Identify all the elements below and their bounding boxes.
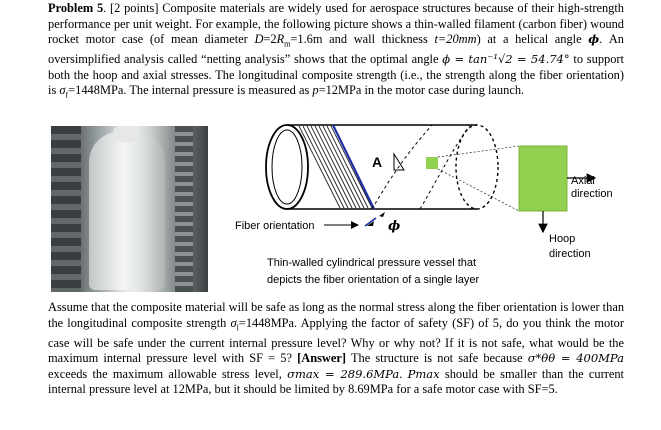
answer-tag: [Answer] bbox=[297, 351, 347, 366]
problem-heading: Problem 5 bbox=[48, 1, 104, 15]
fiber-orientation-label: Fiber orientation bbox=[235, 220, 315, 232]
problem-statement: Problem 5. [2 points] Composite materials are widely used for aerospace structures because of their high-strength performance per unit weight. For example, the following picture shows a thin-walled filament (carbon fiber) wound rocket motor case (of mean diameter $D=2R_m=1.6m$ and wall thickness t=20mm) at a helical angle ϕ. An oversimplified analysis called “netting analysis” shows that the optimal angle ϕ = tan⁻¹√2 = 54.74° to support both the hoop and axial stresses. The longitudinal composite strength (i.e., the strength along the fiber orientation) is $\sigma_f=1448MPa$. The internal pressure is measured as p=12MPa in the motor case during launch. bbox=[48, 1, 625, 100]
max-stress-equation: σmax = 289.6MPa bbox=[287, 366, 400, 381]
label-a: A bbox=[372, 154, 383, 170]
answer-statement: Assume that the composite material will be safe as long as the normal stress along the fiber orientation is lower than the longitudinal composite strength $\sigma_l=1448MPa$. Applying the factor of safety (SF) of 5, do you think the motor case will be safe under the current internal pressure level? Why or why not? If it is not safe, what would be the maximum internal pressure level with SF = 5? [Answer] The structure is not safe because σ*θθ = 400MPa exceeds the maximum allowable stress level, σmax = 289.6MPa. Pmax should be smaller than the current internal pressure level at 12MPa, but it should be limited by 8.69MPa for a safe motor case with SF=5. bbox=[48, 300, 625, 397]
hoop-stress-equation: σ*θθ = 400MPa bbox=[527, 351, 625, 366]
cylinder-right-end bbox=[456, 125, 498, 209]
axial-label-2: direction bbox=[571, 188, 613, 200]
optimal-angle-equation: ϕ = tan⁻¹√2 = 54.74° bbox=[442, 52, 570, 67]
stress-element-small bbox=[426, 157, 438, 169]
hoop-label-2: direction bbox=[549, 248, 591, 260]
phi-label: ϕ bbox=[388, 219, 401, 234]
fiber-winding bbox=[299, 126, 372, 208]
figure-caption-line-2: depicts the fiber orientation of a single layer bbox=[267, 274, 480, 286]
axial-label-1: Axial bbox=[571, 175, 595, 187]
stress-element-large bbox=[519, 146, 567, 211]
figure-caption-line-1: Thin-walled cylindrical pressure vessel that bbox=[267, 257, 477, 269]
hoop-label-1: Hoop bbox=[549, 233, 576, 245]
